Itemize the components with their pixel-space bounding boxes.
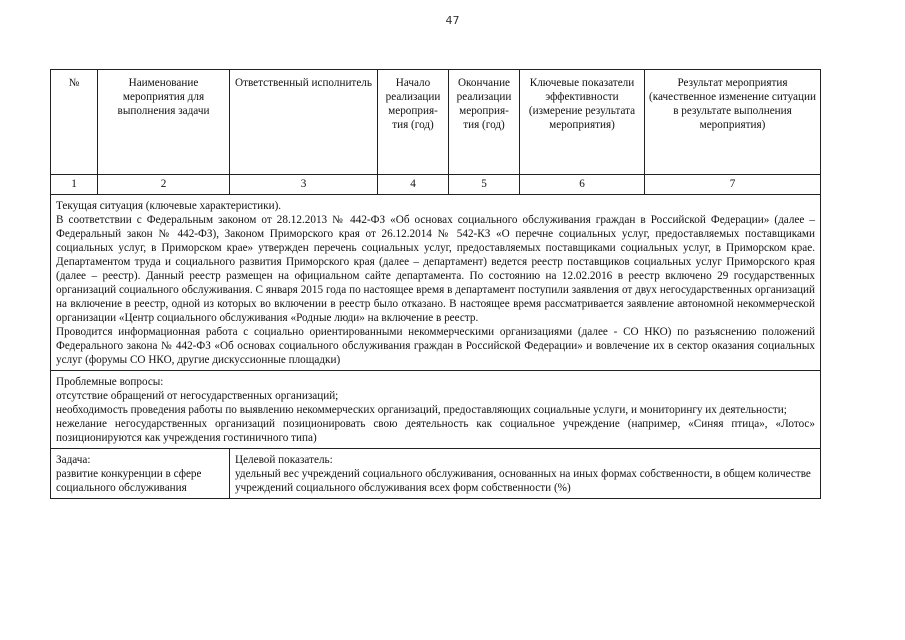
task-cell [51,449,230,499]
current-situation-paragraph: В соответствии с Федеральным законом от 28.12.2013 № 442-ФЗ «Об основах социального обслуживания граждан в Российской Федерации» (далее – Федеральный закон № 442-ФЗ), Законом Приморского края от 26.12.2014 № 542-КЗ «О перечне социальных услуг, предоставляемых поставщиками социальных услуг, в Приморском крае» утвержден перечень социальных услуг, предоставляемых поставщиками социальных услуг, в Приморском крае. Департаментом труда и социального развития Приморского края (далее – департамент) ведется реестр поставщиков социальных услуг Приморского края (далее – реестр). Данный реестр размещен на официальном сайте департамента. По состоянию на 12.02.2016 в реестр включено 29 государственных организаций социального обслуживания. С января 2015 года по настоящее время в департамент поступили заявления от двух негосударственных организаций на включение в реестр, одной из которых во включении в реестр было отказано. В настоящее время рассматривается заявление автономной некоммерческой организации «Центр социального обслуживания «Родные люди» на включение в реестр. [56,214,815,324]
current-situation-cell [51,195,821,371]
measures-table [50,69,821,499]
problem-item: необходимость проведения работы по выявлению некоммерческих организаций, предоставляющих социальные услуги, и мониторингу их деятельности; [56,404,787,416]
header-cell-number: № [51,70,98,175]
task-label: Задача: [56,454,91,466]
target-indicator-label: Целевой показатель: [235,454,333,466]
header-cell-end-year: Окончание реализации мероприя-тия (год) [449,70,520,175]
problems-title: Проблемные вопросы: [56,376,164,388]
target-indicator-text: удельный вес учреждений социального обслуживания, основанных на иных формах собственности, в общем количестве учреждений социального обслуживания всех форм собственности (%) [235,468,811,494]
current-situation-title: Текущая ситуация (ключевые характеристики). [56,200,282,212]
column-number: 1 [51,175,98,195]
column-number: 5 [449,175,520,195]
task-text: развитие конкуренции в сфере социального обслуживания [56,468,202,494]
header-cell-start-year: Начало реализации мероприя-тия (год) [378,70,449,175]
column-number: 7 [645,175,821,195]
current-situation-paragraph: Проводится информационная работа с социально ориентированными некоммерческими организациями (далее - СО НКО) по разъяснению положений Федерального закона № 442-ФЗ «Об основах социального обслуживания граждан в Российской Федерации» и вовлечение их в сектор оказания социальных услуг (форумы СО НКО, другие дискуссионные площадки) [56,326,815,366]
page-number: 47 [445,14,460,27]
column-number: 6 [520,175,645,195]
problem-item: отсутствие обращений от негосударственных организаций; [56,390,339,402]
task-row [51,449,821,499]
problems-row [51,371,821,449]
header-row [51,70,821,175]
header-cell-measure-name: Наименование мероприятия для выполнения задачи [98,70,230,175]
column-number: 3 [230,175,378,195]
current-situation-row [51,195,821,371]
problems-cell [51,371,821,449]
problem-item: нежелание негосударственных организаций позиционировать свою деятельность как социальное учреждение (например, «Синяя птица», «Лотос» позиционируются как учреждения гостиничного типа) [56,418,815,444]
target-indicator-cell [230,449,821,499]
header-cell-result: Результат мероприятия (качественное изменение ситуации в результате выполнения мероприятия) [645,70,821,175]
header-cell-kpi: Ключевые показатели эффективности (измерение результата мероприятия) [520,70,645,175]
header-cell-executor: Ответственный исполнитель [230,70,378,175]
column-number: 2 [98,175,230,195]
column-number: 4 [378,175,449,195]
column-numbers-row [51,175,821,195]
